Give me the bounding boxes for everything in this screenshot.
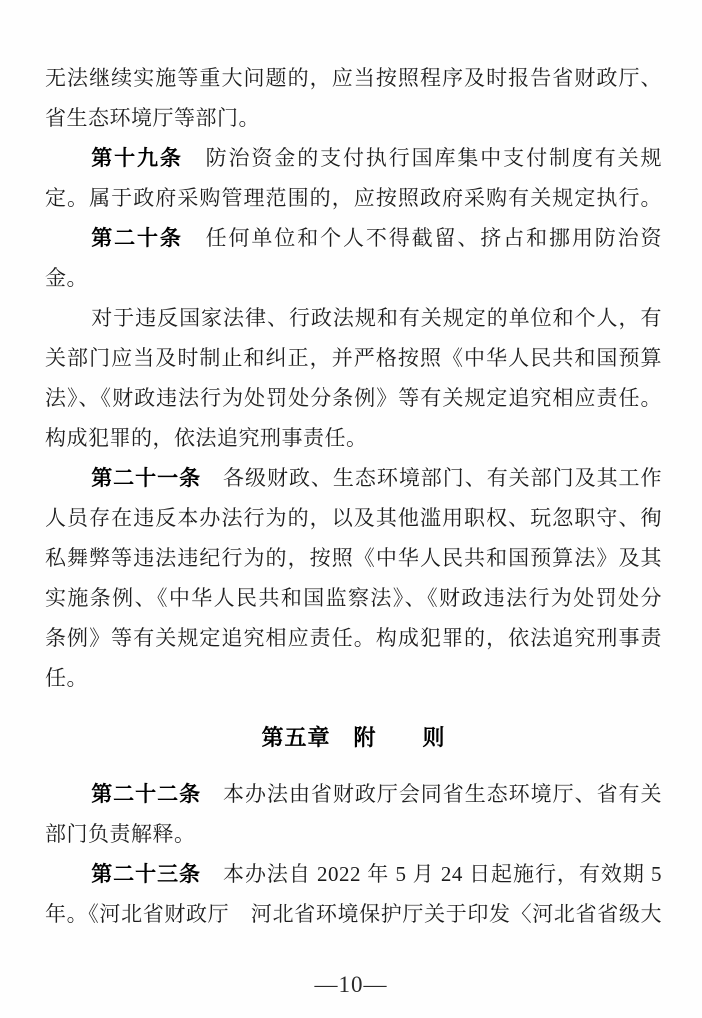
line-text: 任何单位和个人不得截留、挤占和挪用防治资 xyxy=(182,226,663,250)
text-line xyxy=(45,618,662,658)
text-line xyxy=(45,814,662,854)
text-line-article-21 xyxy=(45,458,662,498)
line-text: 任。 xyxy=(45,666,88,690)
text-line xyxy=(45,894,662,934)
article-number: 第十九条 xyxy=(91,146,183,170)
text-line xyxy=(45,298,662,338)
line-text: 人员存在违反本办法行为的，以及其他滥用职权、玩忽职守、徇 xyxy=(45,506,662,530)
text-line-article-22 xyxy=(45,774,662,814)
article-number: 第二十条 xyxy=(91,226,183,250)
text-line xyxy=(45,658,662,698)
line-text: 对于违反国家法律、行政法规和有关规定的单位和个人，有 xyxy=(91,306,662,330)
article-number: 第二十三条 xyxy=(91,862,202,886)
document-body xyxy=(45,58,662,934)
text-line xyxy=(45,98,662,138)
line-text: 本办法自 2022 年 5 月 24 日起施行，有效期 5 xyxy=(201,862,663,886)
page-number: —10— xyxy=(314,972,388,997)
text-line xyxy=(45,418,662,458)
text-line xyxy=(45,258,662,298)
text-line xyxy=(45,178,662,218)
line-text: 各级财政、生态环境部门、有关部门及其工作 xyxy=(201,466,663,490)
line-text: 无法继续实施等重大问题的，应当按照程序及时报告省财政厅、 xyxy=(45,66,662,90)
text-line-article-20 xyxy=(45,218,662,258)
line-text: 防治资金的支付执行国库集中支付制度有关规 xyxy=(182,146,663,170)
line-text: 年。《河北省财政厅 河北省环境保护厅关于印发〈河北省省级大 xyxy=(45,902,662,926)
text-line xyxy=(45,58,662,98)
text-line xyxy=(45,338,662,378)
text-line-article-19 xyxy=(45,138,662,178)
line-text: 条例》等有关规定追究相应责任。构成犯罪的，依法追究刑事责 xyxy=(45,626,662,650)
article-number: 第二十一条 xyxy=(91,466,202,490)
text-line xyxy=(45,378,662,418)
line-text: 法》、《财政违法行为处罚处分条例》等有关规定追究相应责任。 xyxy=(45,386,662,410)
line-text: 关部门应当及时制止和纠正，并严格按照《中华人民共和国预算 xyxy=(45,346,662,370)
line-text: 本办法由省财政厅会同省生态环境厅、省有关 xyxy=(201,782,663,806)
line-text: 构成犯罪的，依法追究刑事责任。 xyxy=(45,426,368,450)
line-text: 实施条例、《中华人民共和国监察法》、《财政违法行为处罚处分 xyxy=(45,586,662,610)
line-text: 私舞弊等违法违纪行为的，按照《中华人民共和国预算法》及其 xyxy=(45,546,662,570)
line-text: 定。属于政府采购管理范围的，应按照政府采购有关规定执行。 xyxy=(45,186,662,210)
text-line xyxy=(45,538,662,578)
line-text: 部门负责解释。 xyxy=(45,822,196,846)
line-text: 金。 xyxy=(45,266,88,290)
line-text: 省生态环境厅等部门。 xyxy=(45,106,260,130)
chapter-heading: 第五章 附 则 xyxy=(261,725,446,750)
text-line-article-23 xyxy=(45,854,662,894)
text-line xyxy=(45,578,662,618)
text-line xyxy=(45,498,662,538)
article-number: 第二十二条 xyxy=(91,782,202,806)
